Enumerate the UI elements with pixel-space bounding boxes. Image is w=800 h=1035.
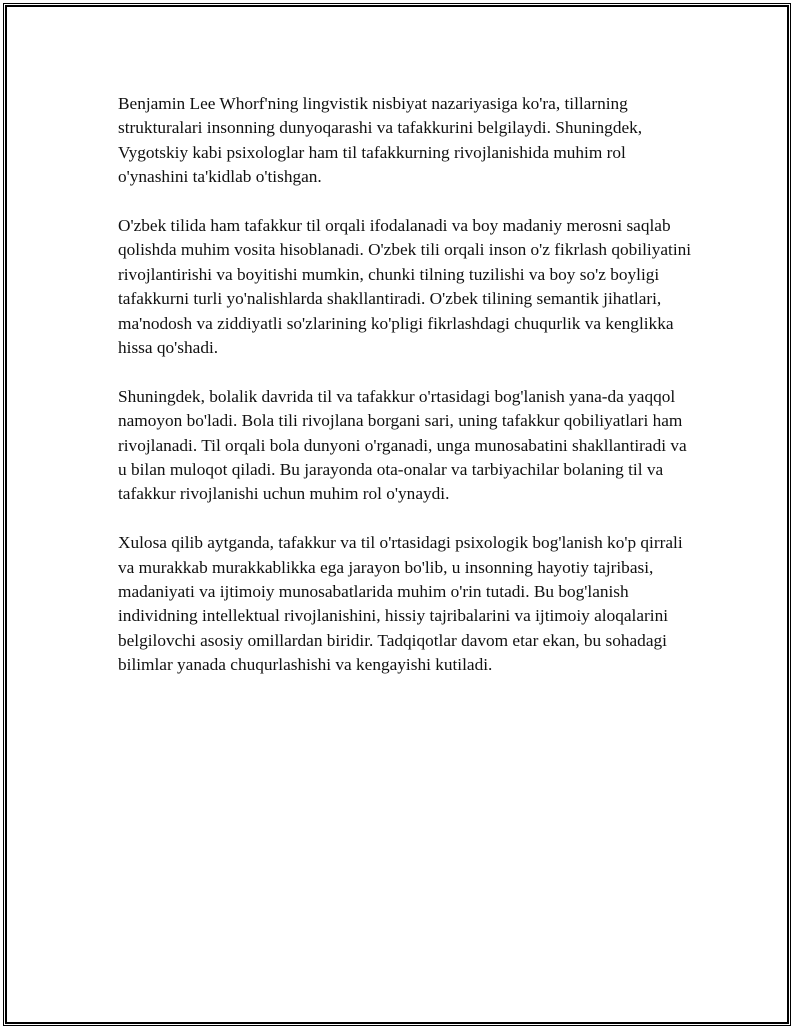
document-body — [118, 92, 698, 678]
paragraph-childhood: Shuningdek, bolalik davrida til va tafakkur o'rtasidagi bog'lanish yana-da yaqqol namoyon bo'ladi. Bola tili rivojlana borgani sari, uning tafakkur qobiliyatlari ham rivojlanadi. Til orqali bola dunyoni o'rganadi, unga munosabatini shakllantiradi va u bilan muloqot qiladi. Bu jarayonda ota-onalar va tarbiyachilar bolaning til va tafakkur rivojlanishi uchun muhim rol o'ynaydi. — [118, 386, 687, 504]
paragraph-conclusion: Xulosa qilib aytganda, tafakkur va til o'rtasidagi psixologik bog'lanish ko'p qirrali va murakkab murakkablikka ega jarayon bo'lib, u insonning hayotiy tajribasi, madaniyati va ijtimoiy munosabatlarida muhim o'rin tutadi. Bu bog'lanish individning intellektual rivojlanishini, hissiy tajribalarini va ijtimoiy aloqalarini belgilovchi asosiy omillardan biridir. Tadqiqotlar davom etar ekan, bu sohadagi bilimlar yanada chuqurlashishi va kengayishi kutiladi. — [118, 533, 683, 675]
paragraph-uzbek-language: O'zbek tilida ham tafakkur til orqali ifodalanadi va boy madaniy merosni saqlab qolishda muhim vosita hisoblanadi. O'zbek tili orqali inson o'z fikrlash qobiliyatini rivojlantirishi va boyitishi mumkin, chunki tilning tuzilishi va boy so'z boyligi tafakkurni turli yo'nalishlarda shakllantiradi. O'zbek tilining semantik jihatlari, ma'nodosh va ziddiyatli so'zlarining ko'pligi fikrlashdagi chuqurlik va kenglikka hissa qo'shadi. — [118, 216, 692, 358]
paragraph-whorf-theory: Benjamin Lee Whorf'ning lingvistik nisbiyat nazariyasiga ko'ra, tillarning strukturalari insonning dunyoqarashi va tafakkurini belgilaydi. Shuningdek, Vygotskiy kabi psixologlar ham til tafakkurning rivojlanishida muhim rol o'ynashini ta'kidlab o'tishgan. — [118, 94, 643, 187]
